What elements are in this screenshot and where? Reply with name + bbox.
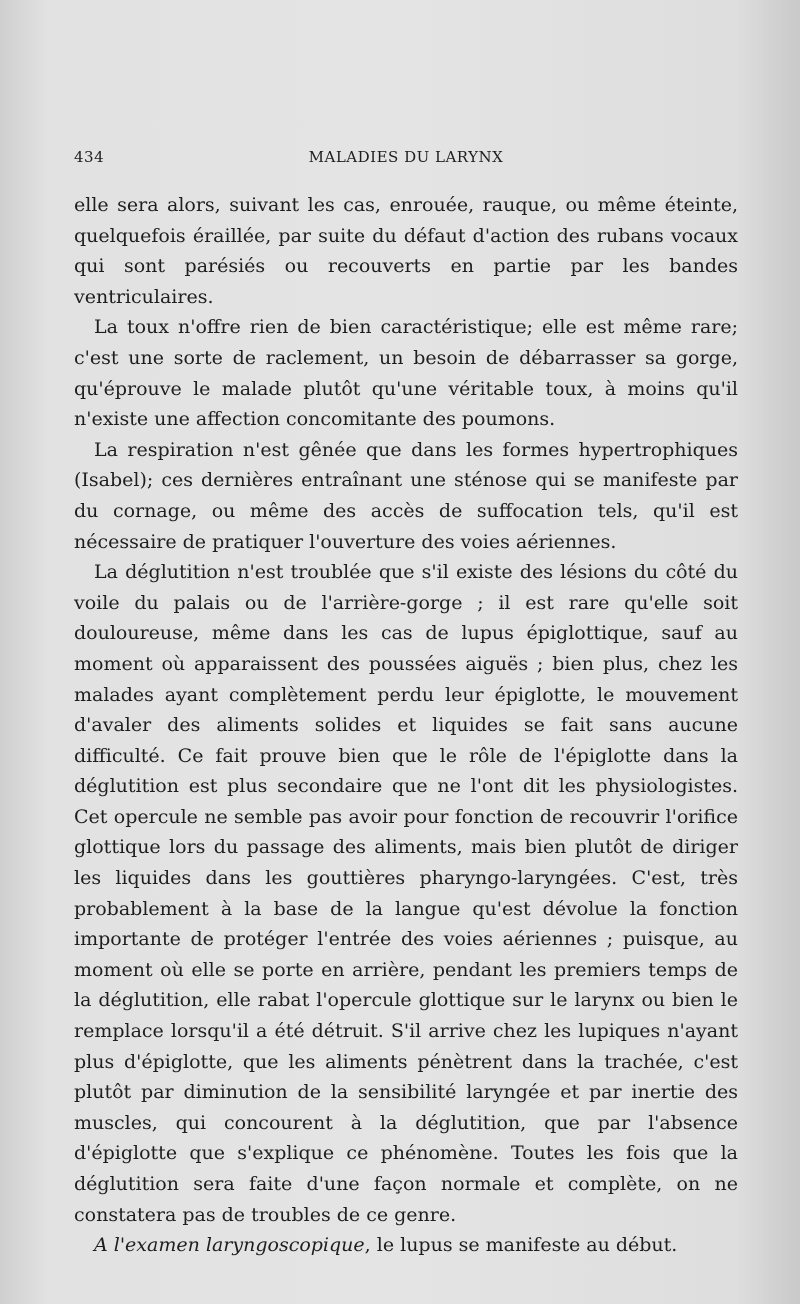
- italic-lead: A l'examen laryngoscopique: [94, 1234, 365, 1257]
- paragraph-examen: [74, 1230, 738, 1261]
- page-header: [74, 148, 738, 172]
- page-number: 434: [74, 148, 105, 166]
- paragraph-continuation: elle sera alors, suivant les cas, enrouée, rauque, ou même éteinte, quelquefois éraillée, par suite du défaut d'action des rubans vocaux qui sont parésiés ou recouverts en partie par les bandes ventriculaires.: [74, 194, 738, 308]
- paragraph-respiration: La respiration n'est gênée que dans les formes hypertrophiques (Isabel); ces dernières entraînant une sténose qui se manifeste par du cornage, ou même des accès de suffocation tels, qu'il est nécessaire de pratiquer l'ouverture des voies aériennes.: [74, 438, 738, 553]
- paragraph-deglutition: La déglutition n'est troublée que s'il existe des lésions du côté du voile du palais ou de l'arrière-gorge ; il est rare qu'elle soit douloureuse, même dans les cas de lupus épiglottique, sauf au moment où apparaissent des poussées aiguës ; bien plus, chez les malades ayant complètement perdu leur épiglotte, le mouvement d'avaler des aliments solides et liquides se fait sans aucune difficulté. Ce fait prouve bien que le rôle de l'épiglotte dans la déglutition est plus secondaire que ne l'ont dit les physiologistes. Cet opercule ne semble pas avoir pour fonction de recouvrir l'orifice glottique lors du passage des aliments, mais bien plutôt de diriger les liquides dans les gouttières pharyngo-laryngées. C'est, très probablement à la base de la langue qu'est dévolue la fonction importante de protéger l'entrée des voies aériennes ; puisque, au moment où elle se porte en arrière, pendant les premiers temps de la déglutition, elle rabat l'opercule glottique sur le larynx ou bien le remplace lorsqu'il a été détruit. S'il arrive chez les lupiques n'ayant plus d'épiglotte, que les aliments pénètrent dans la trachée, c'est plutôt par diminution de la sensibilité laryngée et par inertie des muscles, qui concourent à la déglutition, que par l'absence d'épiglotte que s'explique ce phénomène. Toutes les fois que la déglutition sera faite d'une façon normale et complète, on ne constatera pas de troubles de ce genre.: [74, 561, 738, 1226]
- paragraph-toux: La toux n'offre rien de bien caractéristique; elle est même rare; c'est une sorte de raclement, un besoin de débarrasser sa gorge, qu'éprouve le malade plutôt qu'une véritable toux, à moins qu'il n'existe une affection concomitante des poumons.: [74, 316, 738, 431]
- running-title: MALADIES DU LARYNX: [308, 148, 504, 166]
- paragraph-examen-text: , le lupus se manifeste au début.: [364, 1234, 678, 1257]
- body-text: [74, 190, 738, 1261]
